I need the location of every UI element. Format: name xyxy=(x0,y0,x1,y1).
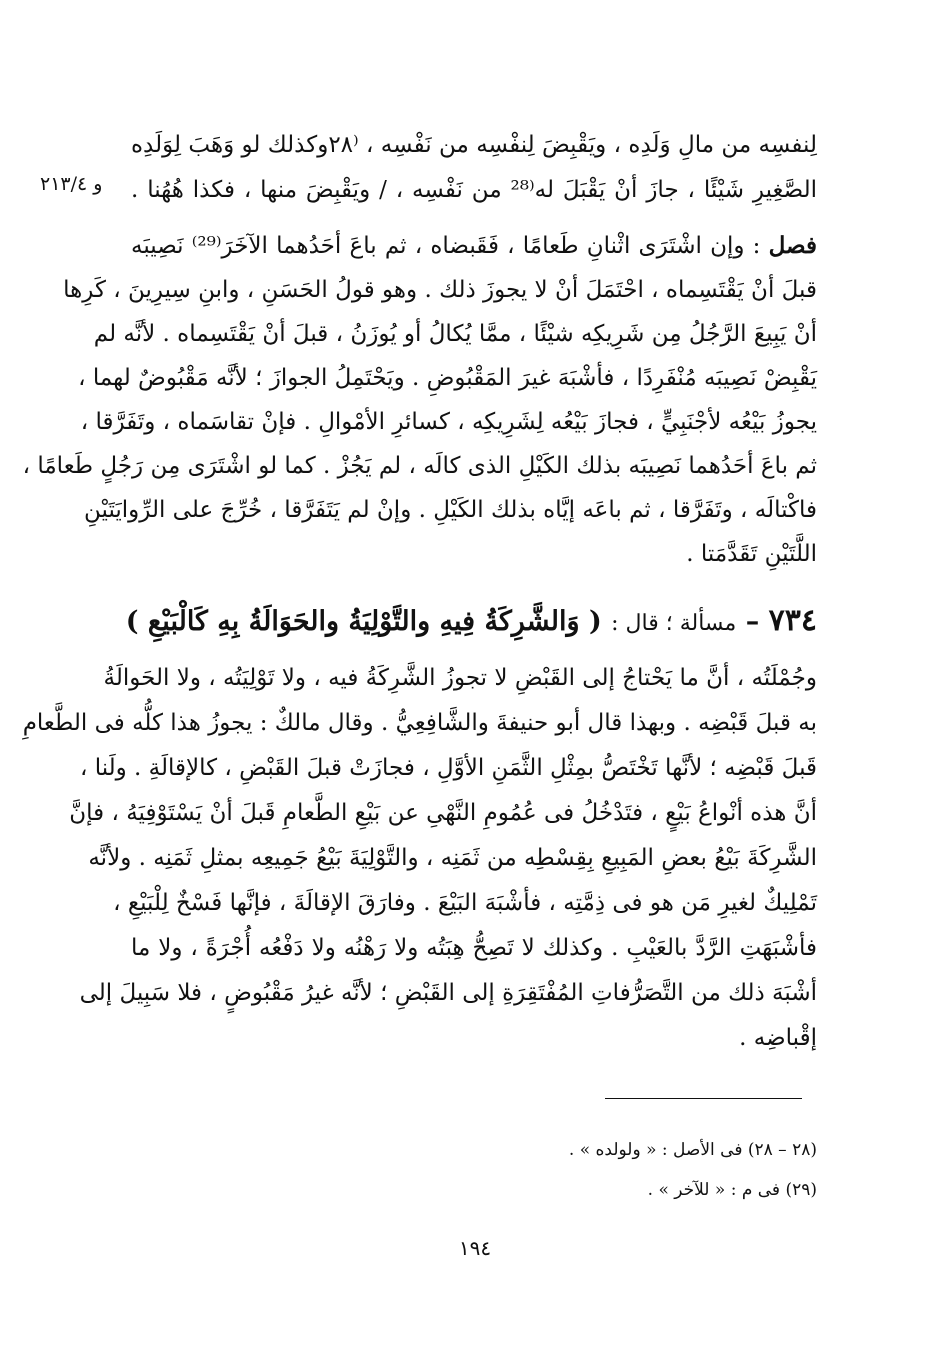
footnote: (٢٩) فى م : « للآخر » . xyxy=(647,1180,817,1200)
page-number: ١٩٤ xyxy=(458,1236,492,1260)
fasl-paragraph-line xyxy=(131,229,817,263)
top-paragraph-line: الصَّغِيرِ شَيْئًا ، جازَ أنْ يَقْبَلَ له⁽²⁸ من نَفْسِه ، / ويَقْبِضَ منها ، فكذا هُهُنا . xyxy=(131,177,817,203)
main-paragraph-line: أنَّ هذه أنْواعُ بَيْعٍ ، فتَدْخُلُ فى عُمُومِ النَّهْىِ عن بَيْعِ الطَّعامِ قَبلَ أنْ يَسْتَوْفِيَهُ ، فإنَّ xyxy=(69,800,817,826)
main-paragraph-line: الشَّرِكَةَ بَيْعُ بعضِ المَبِيعِ بِقِسْطِه من ثَمَنِه ، والتَّوْلِيَةَ بَيْعُ جَمِيعِه بمثلِ ثَمَنِه . ولأنَّه xyxy=(88,845,817,871)
fasl-paragraph-line: اللَّتَيْنِ تَقَدَّمَتا . xyxy=(686,541,817,567)
main-paragraph-line: وجُمْلَتُه ، أنَّ ما يَحْتاجُ إلى القَبْضِ لا تجوزُ الشَّرِكَةُ فيه ، ولا تَوْلِيَتُه ، ولا الحَوالَةُ xyxy=(103,665,817,691)
footnote: (٢٨ – ٢٨) فى الأصل : « ولولده » . xyxy=(568,1140,817,1160)
footnote-separator xyxy=(605,1098,802,1099)
main-paragraph-line: إقْباضِه . xyxy=(739,1025,817,1051)
main-paragraph-line: قَبلَ قَبْضِه ؛ لأنَّها تَخْتَصُّ بمِثْلِ الثَّمَنِ الأوَّلِ ، فجازَتْ قبلَ القَبْضِ ، كالإقالَةِ . ولَنا ، xyxy=(79,755,817,781)
fasl-paragraph-line: يَقْبِضْ نَصِيبَه مُنْفَرِدًا ، فأشْبَهَ غيرَ المَقْبُوضِ . ويَحْتَمِلُ الجوازَ ؛ لأنَّه مَقْبُوضٌ لهما ، xyxy=(78,365,817,391)
section-heading xyxy=(125,603,817,638)
section-number: ٧٣٤ xyxy=(768,603,817,638)
fasl-paragraph-line: قبلَ أنْ يَقْتَسِماه ، احْتَمَلَ أنْ لا يجوزَ ذلك . وهو قولُ الحَسَنِ ، وابنِ سِيرِينَ ، كَرِها xyxy=(63,277,817,303)
main-paragraph-line: فأشْبَهَتِ الرَّدَّ بالعَيْبِ . وكذلك لا تَصِحُّ هِبَتُه ولا رَهْنُه ولا دَفْعُه أُجْرَةً ، ولا ما xyxy=(131,935,817,961)
heading-dash: – xyxy=(745,606,760,637)
fasl-paragraph-line: يجوزُ بَيْعُه لأجْنَبِيٍّ ، فجازَ بَيْعُه لِشَرِيكِه ، كسائرِ الأمْوالِ . فإنْ تقاسَماه ، وتَفَرَّقا ، xyxy=(80,409,817,435)
fasl-paragraph-line: أنْ يَبِيعَ الرَّجُلُ مِن شَرِيكِه شيْئًا ، ممَّا يُكالُ أو يُوزَنُ ، قبلَ أنْ يَقْتَسِماه . لأنَّه لم xyxy=(93,321,817,347)
fasl-paragraph-text: : وإن اشْتَرَى اثْنانِ طَعامًا ، فَقَبضاه ، ثم باعَ أحَدُهما الآخَرَ⁽²⁹⁾ نَصِيبَه xyxy=(131,233,761,259)
fasl-paragraph-line: فاكْتالَه ، وتَفَرَّقا ، ثم باعَه إيَّاه بذلك الكَيْلِ . وإنْ لم يَتَفَرَّقا ، خُرِّجَ على الرِّوايَتَيْنِ xyxy=(84,497,817,523)
main-paragraph-line: أشْبَهَ ذلك من التَّصَرُّفاتِ المُفْتَقِرَةِ إلى القَبْضِ ؛ لأنَّه غيرُ مَقْبُوضٍ ، فلا سَبِيلَ إلى xyxy=(79,980,817,1006)
main-paragraph-line: تَمْلِيكٌ لغيرِ مَن هو فى ذِمَّتِه ، فأشْبَهَ البَيْعَ . وفارَقَ الإقالَةَ ، فإنَّها فَسْخٌ لِلْبَيْعِ ، xyxy=(113,890,817,916)
heading-intro: مسألة ؛ قال : xyxy=(611,611,737,636)
top-paragraph-line: لِنفسِه من مالِ وَلَدِه ، ويَقْبِضَ لِنفْسِه من نَفْسِه ، ⁽٢٨وكذلك لو وَهَبَ لِوَلَدِه xyxy=(131,132,817,158)
margin-reference: و ٢١٣/٤ xyxy=(40,173,103,195)
fasl-paragraph-line: ثم باعَ أحَدُهما نَصِيبَه بذلك الكَيْلِ الذى كالَه ، لم يَجُزْ . كما لو اشْتَرَى مِن رَجُلٍ طَعامًا ، xyxy=(22,453,817,479)
heading-quote: ( وَالشَّرِكَةُ فِيهِ والتَّوْلِيَةُ والحَوَالَةُ بِهِ كَالْبَيْعِ ) xyxy=(125,606,602,637)
fasl-label: فصل xyxy=(768,232,817,259)
main-paragraph-line: به قبلَ قَبْضِه . وبهذا قال أبو حنيفةَ والشَّافِعِيُّ . وقال مالكٌ : يجوزُ هذا كلُّه فى الطَّعامِ xyxy=(22,710,817,736)
